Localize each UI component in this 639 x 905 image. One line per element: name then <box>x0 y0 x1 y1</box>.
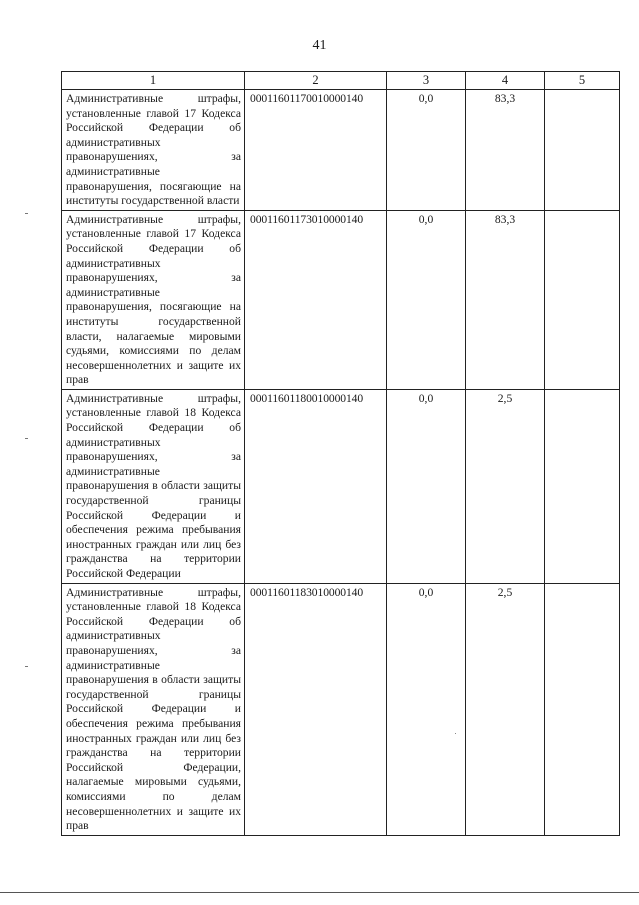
scan-margin-mark <box>25 438 28 439</box>
scan-margin-mark <box>25 666 28 667</box>
row-col5-value <box>545 583 620 835</box>
table-row <box>62 583 620 835</box>
row-col3-value: 0,0 <box>387 210 466 389</box>
page-number: 41 <box>312 38 327 53</box>
row-col5-value <box>545 90 620 211</box>
scan-bottom-edge <box>0 892 639 893</box>
budget-table <box>61 71 620 836</box>
row-description: Административные штрафы, установленные главой 18 Кодекса Российской Федерации об административных правонарушениях, за административные правонарушения в области защиты государственной границы Российской Федерации и обеспечения режима пребывания иностранных граждан или лиц без гражданства на территории Российской Федерации <box>62 389 245 583</box>
row-col4-value: 2,5 <box>466 389 545 583</box>
row-col4-value: 83,3 <box>466 210 545 389</box>
scan-margin-mark <box>25 213 28 214</box>
table-row <box>62 210 620 389</box>
header-col-2: 2 <box>245 72 387 90</box>
row-col3-value: 0,0 <box>387 583 466 835</box>
row-code: 00011601183010000140 <box>245 583 387 835</box>
row-col5-value <box>545 210 620 389</box>
row-description: Административные штрафы, установленные главой 17 Кодекса Российской Федерации об административных правонарушениях, за административные правонарушения, посягающие на институты государственной власти, налагаемые мировыми судьями, комиссиями по делам несовершеннолетних и защите их прав <box>62 210 245 389</box>
header-col-4: 4 <box>466 72 545 90</box>
scan-speck <box>455 733 456 734</box>
row-col3-value: 0,0 <box>387 90 466 211</box>
header-col-5: 5 <box>545 72 620 90</box>
table-row <box>62 389 620 583</box>
row-col4-value: 2,5 <box>466 583 545 835</box>
row-description: Административные штрафы, установленные главой 17 Кодекса Российской Федерации об административных правонарушениях, за административные правонарушения, посягающие на институты государственной власти <box>62 90 245 211</box>
table-row <box>62 90 620 211</box>
table-header-row <box>62 72 620 90</box>
header-col-1: 1 <box>62 72 245 90</box>
row-code: 00011601180010000140 <box>245 389 387 583</box>
row-code: 00011601170010000140 <box>245 90 387 211</box>
header-col-3: 3 <box>387 72 466 90</box>
row-col4-value: 83,3 <box>466 90 545 211</box>
row-description: Административные штрафы, установленные главой 18 Кодекса Российской Федерации об административных правонарушениях, за административные правонарушения в области защиты государственной границы Российской Федерации и обеспечения режима пребывания иностранных граждан или лиц без гражданства на территории Российской Федерации, налагаемые мировыми судьями, комиссиями по делам несовершеннолетних и защите их прав <box>62 583 245 835</box>
row-col5-value <box>545 389 620 583</box>
row-col3-value: 0,0 <box>387 389 466 583</box>
row-code: 00011601173010000140 <box>245 210 387 389</box>
